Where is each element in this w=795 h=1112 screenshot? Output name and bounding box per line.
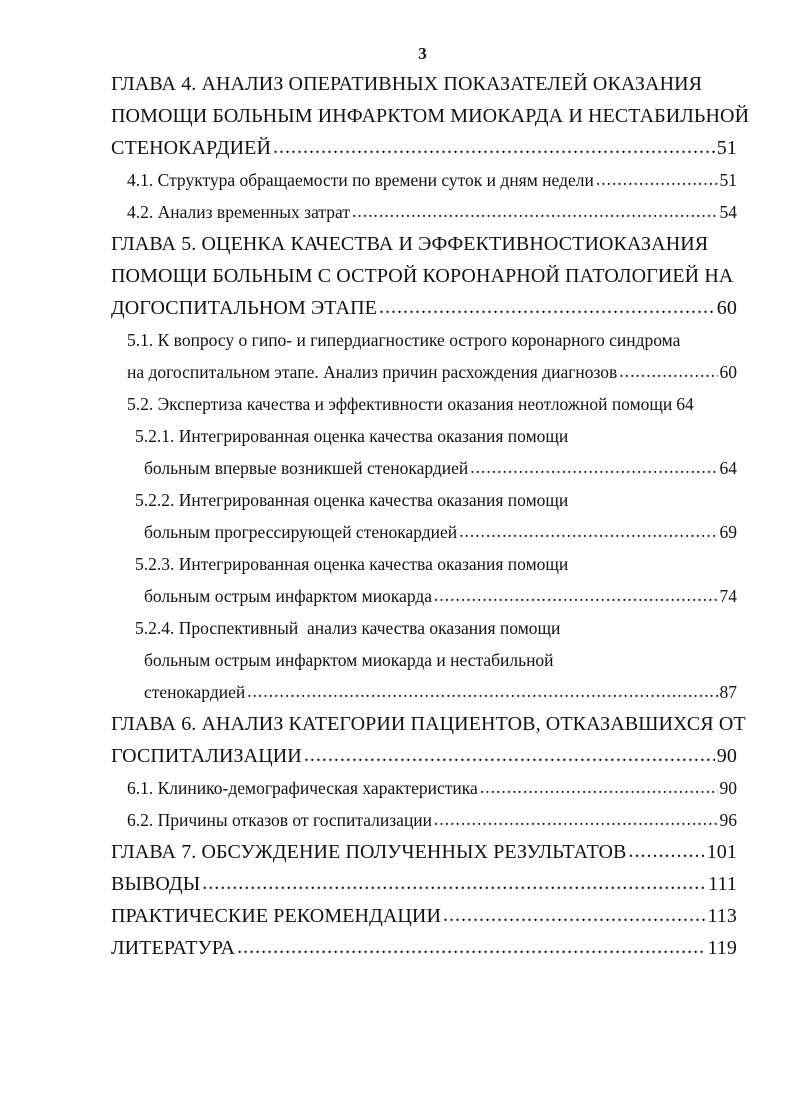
toc-literature-title: ЛИТЕРАТУРА [111,937,236,959]
toc-s5-1-line1 [111,324,737,356]
toc-s4-2-page: 54 [719,202,737,222]
toc-ch4-line3 [111,132,737,164]
toc-s5-2-1-line2 [111,452,737,484]
toc-ch6-line1 [111,708,746,740]
toc-ch5-line3 [111,292,737,324]
toc-s4-1 [111,164,737,196]
toc-s5-2-4-page: 87 [719,682,737,702]
toc-s4-1-title: 4.1. Структура обращаемости по времени суток и дням недели [127,170,594,190]
toc-s5-2-2-page: 69 [719,522,737,542]
toc-s5-2-4-line1 [111,612,737,644]
toc-s5-2-2-line2 [111,516,737,548]
toc-recommendations [111,900,737,932]
toc-ch5-page: 60 [716,297,737,319]
toc-conclusions-page: 111 [708,873,737,895]
toc-s5-2-2-title-line2: больным прогрессирующей стенокардией [144,522,458,542]
toc-s5-2-page: 64 [676,394,694,414]
dot-leader [434,579,717,611]
toc-s5-2-title: 5.2. Экспертиза качества и эффективности оказания неотложной помощи [127,394,673,414]
toc-ch6-title-line1: ГЛАВА 6. АНАЛИЗ КАТЕГОРИИ ПАЦИЕНТОВ, ОТКАЗАВШИХСЯ ОТ [111,713,746,735]
toc-ch4-page: 51 [716,137,737,159]
toc-ch7 [111,836,737,868]
toc-s5-1-title-line1: 5.1. К вопросу о гипо- и гипердиагностике острого коронарного синдрома [127,330,681,350]
page-number: 3 [418,44,427,63]
toc-s5-2-3-line1 [111,548,737,580]
toc-s5-2-1-line1 [111,420,737,452]
toc-ch4-title-line3: СТЕНОКАРДИЕЙ [111,137,272,159]
dot-leader [480,771,718,803]
dot-leader [352,195,718,227]
toc-s5-1-line2 [111,356,737,388]
toc-literature-page: 119 [707,937,737,959]
toc-conclusions-title: ВЫВОДЫ [111,873,201,895]
toc-s5-2-2-line1 [111,484,737,516]
toc-s6-1 [111,772,737,804]
dot-leader [619,355,717,387]
dot-leader [379,291,715,323]
dot-leader [459,515,717,547]
toc-s6-2 [111,804,737,836]
toc-ch5-title-line1b: ОКАЗАНИЯ [599,233,709,255]
dot-leader [443,899,705,931]
toc-s6-2-page: 96 [719,810,737,830]
dot-leader [237,931,705,963]
toc-ch6-page: 90 [716,745,737,767]
toc-s5-1-page: 60 [719,362,737,382]
toc-ch7-page: 101 [706,841,737,863]
toc-ch4-title-line1: ГЛАВА 4. АНАЛИЗ ОПЕРАТИВНЫХ ПОКАЗАТЕЛЕЙ ОКАЗАНИЯ [111,73,703,95]
toc-s5-1-title-line2: на догоспитальном этапе. Анализ причин расхождения диагнозов [127,362,618,382]
toc-s5-2-1-page: 64 [719,458,737,478]
toc-s5-2-4-title-line3: стенокардией [144,682,246,702]
toc-s5-2-3-line2 [111,580,737,612]
toc-recommendations-page: 113 [707,905,737,927]
dot-leader [247,675,717,707]
toc-ch5-title-line3: ДОГОСПИТАЛЬНОМ ЭТАПЕ [111,297,377,319]
toc-ch7-title: ГЛАВА 7. ОБСУЖДЕНИЕ ПОЛУЧЕННЫХ РЕЗУЛЬТАТОВ [111,841,627,863]
dot-leader [596,163,718,195]
toc-s5-2-2-title-line1: 5.2.2. Интегрированная оценка качества оказания помощи [135,490,569,510]
toc-s5-2-4-line3 [111,676,737,708]
toc-ch5-title-line1a: ГЛАВА 5. ОЦЕНКА КАЧЕСТВА И ЭФФЕКТИВНОСТИ [111,233,599,255]
dot-leader [273,131,715,163]
toc-s6-1-page: 90 [719,778,737,798]
toc-s6-1-title: 6.1. Клинико-демографическая характеристика [127,778,478,798]
toc-s5-2-3-title-line2: больным острым инфарктом миокарда [144,586,433,606]
toc-ch6-title-line2: ГОСПИТАЛИЗАЦИИ [111,745,302,767]
toc-s5-2-1-title-line2: больным впервые возникшей стенокардией [144,458,469,478]
toc-ch4-line2 [111,100,750,132]
toc-s4-2-title: 4.2. Анализ временных затрат [127,202,350,222]
dot-leader [629,835,705,867]
dot-leader [470,451,717,483]
toc-s5-2-3-page: 74 [719,586,737,606]
toc-s5-2-4-title-line1: 5.2.4. Проспективный анализ качества оказания помощи [135,618,561,638]
toc-ch5-title-line2: ПОМОЩИ БОЛЬНЫМ С ОСТРОЙ КОРОНАРНОЙ ПАТОЛОГИЕЙ НА [111,265,734,287]
dot-leader [434,803,717,835]
toc-ch5-line1 [111,228,737,260]
toc-ch6-line2 [111,740,737,772]
toc-ch4-title-line2: ПОМОЩИ БОЛЬНЫМ ИНФАРКТОМ МИОКАРДА И НЕСТАБИЛЬНОЙ [111,105,750,127]
toc-s6-2-title: 6.2. Причины отказов от госпитализации [127,810,433,830]
toc-conclusions [111,868,737,900]
toc-s5-2-4-line2 [111,644,737,676]
toc-literature [111,932,737,964]
dot-leader [202,867,706,899]
toc-ch5-line2 [111,260,737,292]
toc-s5-2-4-title-line2: больным острым инфарктом миокарда и нестабильной [144,650,554,670]
toc-recommendations-title: ПРАКТИЧЕСКИЕ РЕКОМЕНДАЦИИ [111,905,441,927]
toc-s4-1-page: 51 [719,170,737,190]
table-of-contents [111,68,750,964]
toc-ch4-line1 [111,68,737,100]
toc-s5-2-3-title-line1: 5.2.3. Интегрированная оценка качества оказания помощи [135,554,569,574]
dot-leader [304,739,715,771]
toc-s5-2 [111,388,737,420]
toc-s4-2 [111,196,737,228]
toc-s5-2-1-title-line1: 5.2.1. Интегрированная оценка качества оказания помощи [135,426,569,446]
